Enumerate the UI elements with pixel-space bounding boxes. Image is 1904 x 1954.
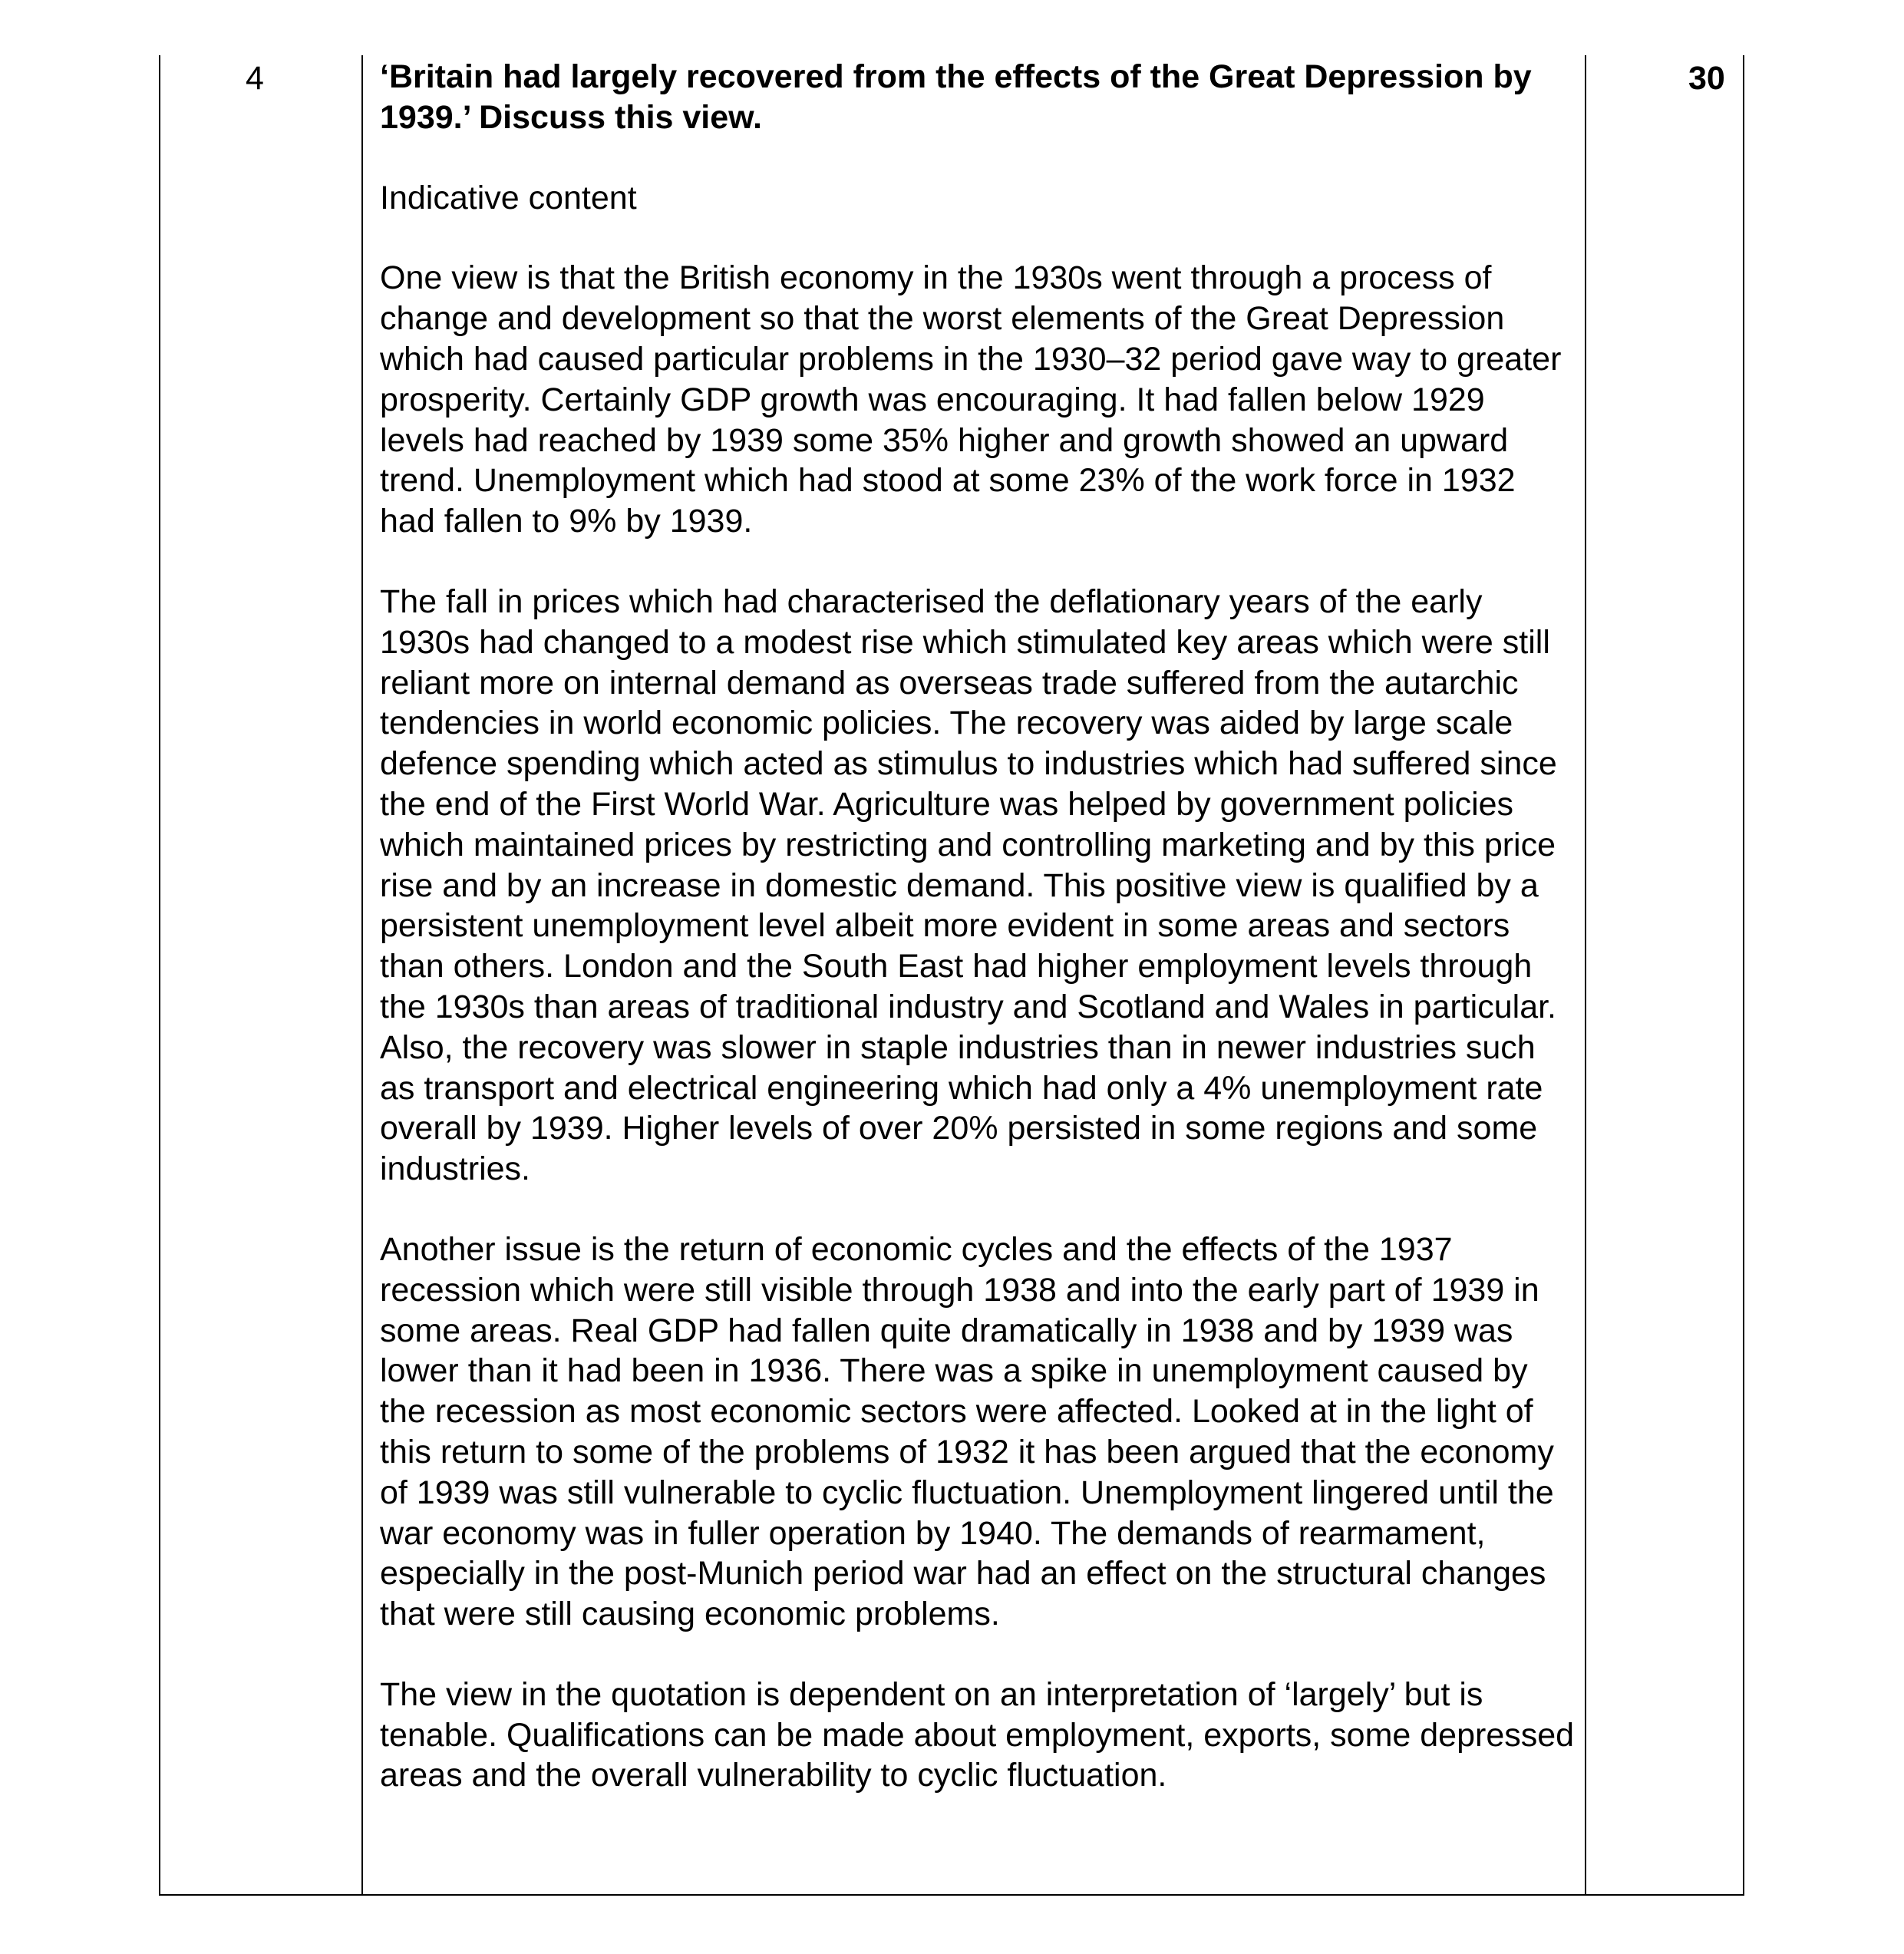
question-number: 4 [246,60,264,97]
column-divider-1 [361,55,363,1896]
paragraph-4: The view in the quotation is dependent on an interpretation of ‘largely’ but is tenable. Qualifications can be made about employment, exports, some depressed areas and the overall vulnerability to cyclic fluctuation. [380,1675,1575,1794]
answer-content [380,57,1577,1796]
section-label: Indicative content [380,179,637,216]
table-border-bottom [159,1894,1744,1896]
column-divider-2 [1585,55,1586,1896]
paragraph-1: One view is that the British economy in the 1930s went through a process of change and development so that the worst elements of the Great Depression which had caused particular problems in the 1930–32 period gave way to greater prosperity. Certainly GDP growth was encouraging. It had fallen below 1929 levels had reached by 1939 some 35% higher and growth showed an upward trend. Unemployment which had stood at some 23% of the work force in 1932 had fallen to 9% by 1939. [380,259,1562,540]
table-border-right [1743,55,1744,1896]
question-text: ‘Britain had largely recovered from the effects of the Great Depression by 1939.’ Discuss this view. [380,58,1532,136]
paragraph-2: The fall in prices which had characterised the deflationary years of the early 1930s had changed to a modest rise which stimulated key areas which were still reliant more on internal demand as overseas trade suffered from the autarchic tendencies in world economic policies. The recovery was aided by large scale defence spending which acted as stimulus to industries which had suffered since the end of the First World War. Agriculture was helped by government policies which maintained prices by restricting and controlling marketing and by this price rise and by an increase in domestic demand. This positive view is qualified by a persistent unemployment level albeit more evident in some areas and sectors than others. London and the South East had higher employment levels through the 1930s than areas of traditional industry and Scotland and Wales in particular. Also, the recovery was slower in staple industries than in newer industries such as transport and electrical engineering which had only a 4% unemployment rate overall by 1939. Higher levels of over 20% persisted in some regions and some industries. [380,583,1557,1188]
marks-value: 30 [1688,60,1725,97]
table-border-left [159,55,160,1896]
paragraph-3: Another issue is the return of economic cycles and the effects of the 1937 recession which were still visible through 1938 and into the early part of 1939 in some areas. Real GDP had fallen quite dramatically in 1938 and by 1939 was lower than it had been in 1936. There was a spike in unemployment caused by the recession as most economic sectors were affected. Looked at in the light of this return to some of the problems of 1932 it has been argued that the economy of 1939 was still vulnerable to cyclic fluctuation. Unemployment lingered until the war economy was in fuller operation by 1940. The demands of rearmament, especially in the post-Munich period war had an effect on the structural changes that were still causing economic problems. [380,1230,1554,1633]
